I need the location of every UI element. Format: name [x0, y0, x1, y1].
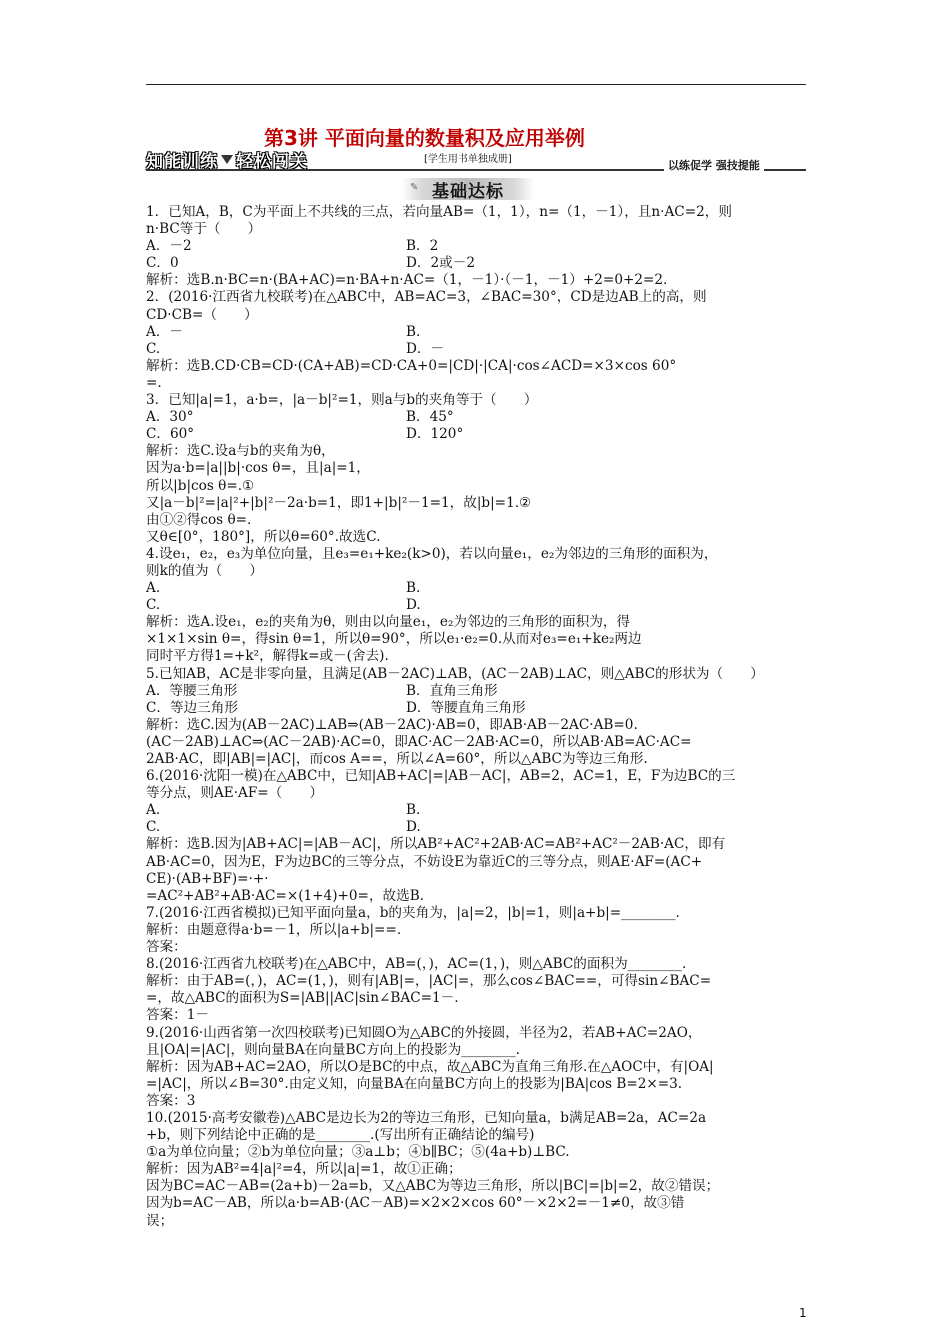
option-right: D. [406, 597, 421, 614]
text-line: 因为b=AC－AB，所以a·b=AB·(AC－AB)=×2×2×cos 60°－×2×2=－1≠0，故③错 [146, 1195, 685, 1212]
option-right: D．120° [406, 426, 464, 443]
option-right: B. [406, 323, 421, 340]
text-line: 因为a·b=|a||b|·cos θ=，且|a|=1， [146, 460, 370, 477]
pen-icon: ✎ [410, 182, 420, 193]
text-line: 等分点，则AE·AF=（ ） [146, 785, 324, 802]
option-left: A．－ [146, 323, 184, 340]
text-line: 由①②得cos θ=. [146, 511, 252, 528]
text-line: (AC－2AB)⊥AC⇒(AC－2AB)·AC=0，即AC·AC－2AB·AC=0，所以AB·AB=AC·AC= [146, 733, 692, 750]
text-line: 解析：由题意得a·b=－1，所以|a+b|==. [146, 921, 402, 938]
text-line: 解析：选C.因为(AB－2AC)⊥AB⇒(AB－2AC)·AB=0，即AB·AB－2AC·AB=0. [146, 716, 638, 733]
text-line: CD·CB=（ ） [146, 306, 258, 323]
page-title: 第3讲 平面向量的数量积及应用举例 [264, 126, 585, 150]
text-line: 6.(2016·沈阳一模)在△ABC中，已知|AB+AC|=|AB－AC|，AB=2，AC=1，E，F为边BC的三 [146, 768, 736, 785]
option-right: B. [406, 802, 421, 819]
option-row [146, 819, 810, 836]
text-line: 答案：1－ [146, 1007, 210, 1024]
text-line: 答案： [146, 939, 187, 956]
text-line: 解析：选B.n·BC=n·(BA+AC)=n·BA+n·AC=（1，－1）·（－1，－1）+2=0+2=2. [146, 272, 668, 289]
text-line: 答案：3 [146, 1092, 196, 1109]
text-line: ×1×1×sin θ=，得sin θ=1，所以θ=90°，所以e₁·e₂=0.从而对e₃=e₁+ke₂两边 [146, 631, 642, 648]
banner-left-a: 知能训练 [146, 151, 218, 172]
option-row [146, 700, 810, 717]
text-line: 且|OA|=|AC|，则向量BA在向量BC方向上的投影为________. [146, 1041, 520, 1058]
text-line: 解析：选A.设e₁，e₂的夹角为θ，则由以向量e₁，e₂为邻边的三角形的面积为，得 [146, 614, 631, 631]
option-left: C. [146, 340, 161, 357]
text-line: 解析：由于AB=(，)，AC=(1，)，则有|AB|=，|AC|=，那么cos∠BAC==，可得sin∠BAC= [146, 973, 712, 990]
text-line: 又θ∈[0°，180°]，所以θ=60°.故选C. [146, 528, 381, 545]
text-line: 10.(2015·高考安徽卷)△ABC是边长为2的等边三角形，已知向量a，b满足AB=2a，AC=2a [146, 1109, 707, 1126]
section-heading-text: 基础达标 [432, 181, 504, 202]
banner-left-b: 轻松闯关 [236, 151, 308, 172]
text-line: 则k的值为（ ） [146, 562, 263, 579]
text-line: 4.设e₁，e₂，e₃为单位向量，且e₃=e₁+ke₂(k>0)，若以向量e₁，e₂为邻边的三角形的面积为， [146, 545, 718, 562]
text-line: 3．已知|a|=1，a·b=，|a－b|²=1，则a与b的夹角等于（ ） [146, 392, 538, 409]
text-line: CE)·(AB+BF)=·+· [146, 870, 269, 887]
option-row [146, 255, 810, 272]
option-row [146, 341, 810, 358]
text-line: 2AB·AC，即|AB|=|AC|，而cos A==，所以∠A=60°，所以△ABC为等边三角形. [146, 751, 648, 767]
option-left: C．0 [146, 255, 179, 272]
option-right: B．2 [406, 238, 439, 255]
option-row [146, 426, 810, 443]
text-line: ①a为单位向量；②b为单位向量；③a⊥b；④b∥BC；⑤(4a+b)⊥BC. [146, 1144, 570, 1161]
option-right: D．等腰直角三角形 [406, 699, 526, 716]
option-row [146, 597, 810, 614]
text-line: 误； [146, 1212, 174, 1229]
text-line: 解析：因为AB²=4|a|²=4，所以|a|=1，故①正确； [146, 1161, 462, 1178]
text-line: 解析：因为AB+AC=2AO，所以O是BC的中点，故△ABC为直角三角形.在△AOC中，有|OA| [146, 1058, 714, 1075]
option-right: D．－ [406, 340, 445, 357]
option-left: C．60° [146, 426, 195, 443]
option-right: B．45° [406, 409, 454, 426]
option-row [146, 580, 810, 597]
option-row [146, 683, 810, 700]
option-left: A．30° [146, 409, 194, 426]
option-left: A．－2 [146, 238, 192, 255]
text-line: =，故△ABC的面积为S=|AB||AC|sin∠BAC=1－. [146, 990, 459, 1007]
option-row [146, 409, 810, 426]
option-left: A. [146, 580, 161, 597]
banner-right: 以练促学 强技提能 [664, 157, 764, 173]
triangle-icon [221, 155, 233, 164]
option-left: C．等边三角形 [146, 699, 238, 716]
option-row [146, 238, 810, 255]
text-line: 9.(2016·山西省第一次四校联考)已知圆O为△ABC的外接圆，半径为2，若AB+AC=2AO， [146, 1024, 702, 1041]
text-line: 因为BC=AC－AB=(2a+b)－2a=b，又△ABC为等边三角形，所以|BC|=|b|=2，故②错误； [146, 1178, 720, 1195]
option-right: D．2或－2 [406, 255, 475, 272]
option-right: D. [406, 819, 421, 836]
text-line: 又|a－b|²=|a|²+|b|²－2a·b=1，即1+|b|²－1=1，故|b|=1.② [146, 494, 532, 511]
section-heading [402, 178, 534, 200]
text-line: +b，则下列结论中正确的是________.(写出所有正确结论的编号) [146, 1127, 535, 1144]
text-line: 8.(2016·江西省九校联考)在△ABC中，AB=(，)，AC=(1，)，则△ABC的面积为________. [146, 956, 687, 973]
text-line: =AC²+AB²+AB·AC=×(1+4)+0=，故选B. [146, 887, 425, 904]
text-line: AB·AC=0，因为E，F为边BC的三等分点，不妨设E为靠近C的三等分点，则AE·AF=(AC+ [146, 853, 703, 870]
text-line: 同时平方得1=+k²，解得k=或－(舍去). [146, 648, 389, 665]
text-line: n·BC等于（ ） [146, 221, 262, 238]
option-right: B. [406, 580, 421, 597]
text-line: 7.(2016·江西省模拟)已知平面向量a，b的夹角为，|a|=2，|b|=1，则|a+b|=________. [146, 904, 680, 921]
text-line: 所以|b|cos θ=.① [146, 477, 255, 494]
option-left: C. [146, 597, 161, 614]
text-line: 解析：选B.CD·CB=CD·(CA+AB)=CD·CA+0=|CD|·|CA|·cos∠ACD=×3×cos 60° [146, 357, 677, 374]
option-row [146, 324, 810, 341]
page-number: 1 [799, 1306, 807, 1320]
text-line: 1．已知A，B，C为平面上不共线的三点，若向量AB=（1，1），n=（1，－1），且n·AC=2，则 [146, 204, 732, 220]
text-line: 解析：选C.设a与b的夹角为θ， [146, 443, 335, 460]
banner-note: [学生用书单独成册] [424, 154, 512, 165]
option-row [146, 802, 810, 819]
option-left: A. [146, 802, 161, 819]
text-line: 解析：选B.因为|AB+AC|=|AB－AC|，所以AB²+AC²+2AB·AC=AB²+AC²－2AB·AC，即有 [146, 836, 726, 853]
text-line: =. [146, 374, 162, 391]
option-left: A．等腰三角形 [146, 682, 238, 699]
option-right: B．直角三角形 [406, 682, 498, 699]
option-left: C. [146, 819, 161, 836]
text-line: 2．(2016·江西省九校联考)在△ABC中，AB=AC=3，∠BAC=30°，CD是边AB上的高，则 [146, 289, 707, 306]
text-line: 5.已知AB，AC是非零向量，且满足(AB－2AC)⊥AB，(AC－2AB)⊥AC，则△ABC的形状为（ ） [146, 665, 764, 682]
header-rule [146, 84, 806, 85]
document-body [146, 204, 810, 1230]
text-line: =|AC|，所以∠B=30°.由定义知，向量BA在向量BC方向上的投影为|BA|cos B=2×=3. [146, 1075, 683, 1092]
